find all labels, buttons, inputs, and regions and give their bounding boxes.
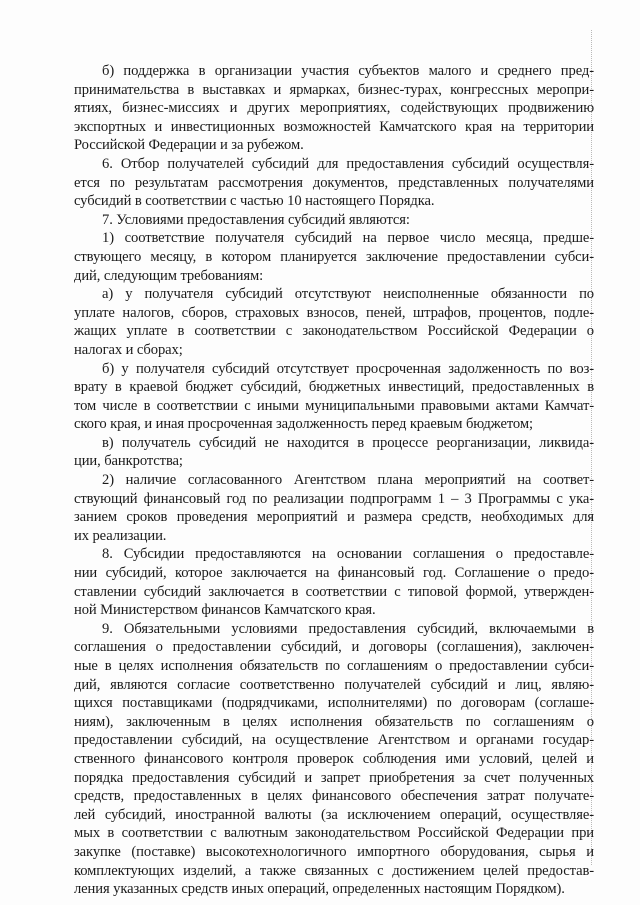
- document-line: порядка предоставления субсидий и запрет приобретения за счет полученных: [74, 769, 594, 786]
- document-line: б) поддержка в организации участия субъектов малого и среднего пред-: [102, 63, 594, 79]
- document-line: врату в краевой бюджет субсидий, бюджетных инвестиций, предоставленных в: [74, 379, 594, 396]
- document-line: 9. Обязательными условиями предоставления субсидий, включаемыми в: [102, 620, 594, 637]
- document-line: ной Министерством финансов Камчатского края.: [74, 602, 376, 619]
- document-line: 7. Условиями предоставления субсидий являются:: [102, 211, 410, 228]
- document-line: 6. Отбор получателей субсидий для предоставления субсидий осуществля-: [102, 155, 594, 172]
- document-line: занием сроков проведения мероприятий и размера средств, необходимых для: [74, 509, 594, 526]
- document-line: ствующего месяцу, в котором планируется заключение предоставлении субси-: [74, 248, 594, 265]
- document-line: дий, следующим требованиям:: [74, 267, 264, 284]
- document-line: Российской Федерации и за рубежом.: [74, 137, 304, 154]
- document-line: ции, банкротства;: [74, 453, 183, 470]
- document-line: экспортных и инвестиционных возможностей Камчатского края на территории: [74, 118, 594, 135]
- document-body: [74, 62, 594, 899]
- document-line: нии субсидий, которое заключается на финансовый год. Соглашение о предо-: [74, 565, 594, 582]
- document-line: принимательства в выставках и ярмарках, бизнес-турах, конгрессных меропри-: [74, 81, 594, 98]
- document-line: ятиях, бизнес-миссиях и других мероприятиях, содействующих продвижению: [74, 100, 594, 117]
- document-line: средств, предоставленных в целях финансового обеспечения затрат получате-: [74, 788, 594, 805]
- document-line: жащих уплате в соответствии с законодательством Российской Федерации о: [74, 323, 594, 340]
- document-line: предоставлении субсидий, на осуществление Агентством и органами государ-: [74, 732, 594, 749]
- document-line: щихся поставщиками (подрядчиками, исполнителями) по договорам (соглаше-: [74, 695, 594, 712]
- document-line: а) у получателя субсидий отсутствуют неисполненные обязанности по: [102, 286, 594, 303]
- document-line: соглашения о предоставлении субсидий, и договоры (соглашения), заключен-: [74, 639, 594, 656]
- document-line: ствующий финансовый год по реализации подпрограмм 1 – 3 Программы с ука-: [74, 490, 594, 507]
- document-line: том числе в соответствии с иными муниципальными правовыми актами Камчат-: [74, 397, 594, 414]
- document-line: в) получатель субсидий не находится в процессе реорганизации, ликвида-: [102, 434, 594, 451]
- document-line: ставлении субсидий заключается в соответствии с типовой формой, утвержден-: [74, 583, 594, 600]
- document-line: ниям), заключенным в целях исполнения обязательств по соглашениям о: [74, 713, 594, 730]
- document-line: уплате налогов, сборов, страховых взносов, пеней, штрафов, процентов, подле-: [74, 304, 594, 321]
- document-line: субсидий в соответствии с частью 10 настоящего Порядка.: [74, 193, 435, 210]
- document-line: налогах и сборах;: [74, 341, 183, 358]
- document-line: б) у получателя субсидий отсутствует просроченная задолженность по воз-: [102, 360, 594, 377]
- document-line: 2) наличие согласованного Агентством плана мероприятий на соответ-: [102, 472, 594, 489]
- document-line: ления указанных средств иных операций, определенных настоящим Порядком).: [74, 881, 565, 898]
- document-line: комплектующих изделий, а также связанных с достижением целей предостав-: [74, 862, 594, 879]
- document-line: ется по результатам рассмотрения документов, представленных получателями: [74, 174, 594, 191]
- document-line: ского края, и иная просроченная задолженность перед краевым бюджетом;: [74, 416, 533, 433]
- document-line: лей субсидий, иностранной валюты (за исключением операций, осуществляе-: [74, 806, 594, 823]
- document-line: дий, являются согласие соответственно получателей субсидий и лиц, являю-: [74, 676, 594, 693]
- document-line: ственного финансового контроля проверок соблюдения ими условий, целей и: [74, 750, 594, 767]
- document-line: ные в целях исполнения обязательств по соглашениям о предоставлении субси-: [74, 658, 594, 674]
- document-line: их реализации.: [74, 527, 167, 544]
- document-line: 8. Субсидии предоставляются на основании соглашения о предоставле-: [102, 546, 594, 563]
- document-line: закупке (поставке) высокотехнологичного импортного оборудования, сырья и: [74, 843, 594, 860]
- document-line: 1) соответствие получателя субсидий на первое число месяца, предше-: [102, 230, 594, 247]
- document-line: мых в соответствии с валютным законодательством Российской Федерации при: [74, 825, 594, 842]
